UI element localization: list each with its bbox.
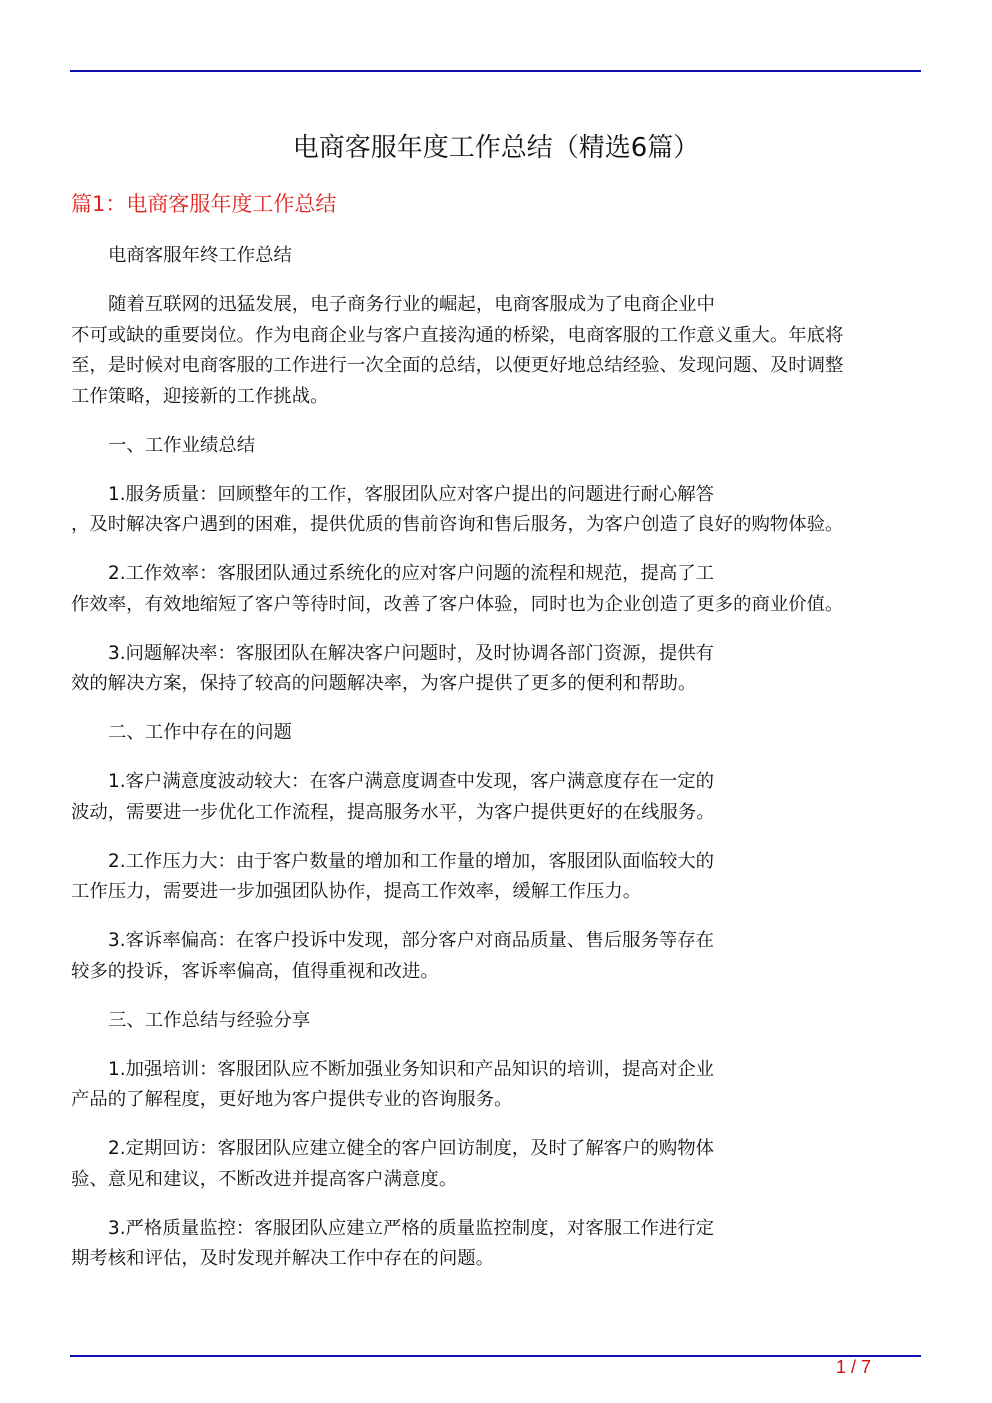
paragraph-line: 验、意见和建议，不断改进并提高客户满意度。 — [71, 1168, 458, 1190]
paragraph-line: 2.定期回访：客服团队应建立健全的客户回访制度，及时了解客户的购物体 — [108, 1138, 715, 1159]
paragraph-line: 期考核和评估，及时发现并解决工作中存在的问题。 — [71, 1248, 494, 1269]
paragraph-line: 波动，需要进一步优化工作流程，提高服务水平，为客户提供更好的在线服务。 — [71, 801, 715, 823]
header-rule — [70, 70, 921, 72]
paragraph-line: 1.加强培训：客服团队应不断加强业务知识和产品知识的培训，提高对企业 — [108, 1058, 715, 1080]
paragraph-line: 工作压力，需要进一步加强团队协作，提高工作效率，缓解工作压力。 — [71, 881, 642, 902]
paragraph-line: 二、工作中存在的问题 — [108, 722, 292, 743]
paragraph-line: 一、工作业绩总结 — [108, 434, 256, 456]
paragraph-line: 作效率，有效地缩短了客户等待时间，改善了客户体验，同时也为企业创造了更多的商业价值。 — [71, 593, 844, 615]
paragraph — [71, 1006, 931, 1037]
paragraph — [71, 431, 931, 462]
paragraph — [71, 926, 931, 987]
paragraph — [71, 480, 931, 541]
paragraph — [71, 718, 931, 749]
paragraph-line: 效的解决方案，保持了较高的问题解决率，为客户提供了更多的便利和帮助。 — [71, 673, 697, 694]
paragraph-line: 随着互联网的迅猛发展，电子商务行业的崛起，电商客服成为了电商企业中 — [108, 294, 715, 315]
paragraph-line: 2.工作压力大：由于客户数量的增加和工作量的增加，客服团队面临较大的 — [108, 850, 715, 872]
paragraph — [71, 290, 931, 412]
document-body — [71, 241, 931, 1293]
section-heading: 篇1：电商客服年度工作总结 — [71, 192, 337, 216]
paragraph-line: 3.客诉率偏高：在客户投诉中发现，部分客户对商品质量、售后服务等存在 — [108, 930, 715, 951]
paragraph-line: 2.工作效率：客服团队通过系统化的应对客户问题的流程和规范，提高了工 — [108, 563, 715, 584]
footer-rule — [70, 1355, 921, 1357]
page-number: 1 / 7 — [836, 1357, 872, 1377]
paragraph-line: 至，是时候对电商客服的工作进行一次全面的总结，以便更好地总结经验、发现问题、及时调整 — [71, 355, 844, 376]
paragraph-line: 工作策略，迎接新的工作挑战。 — [71, 385, 329, 407]
paragraph — [71, 847, 931, 908]
paragraph-line: 不可或缺的重要岗位。作为电商企业与客户直接沟通的桥梁，电商客服的工作意义重大。年底将 — [71, 324, 844, 346]
paragraph — [71, 1214, 931, 1275]
paragraph — [71, 767, 931, 828]
paragraph-line: ，及时解决客户遇到的困难，提供优质的售前咨询和售后服务，为客户创造了良好的购物体验。 — [71, 514, 844, 535]
paragraph — [71, 241, 931, 272]
paragraph-line: 产品的了解程度，更好地为客户提供专业的咨询服务。 — [71, 1089, 513, 1110]
paragraph — [71, 559, 931, 620]
paragraph-line: 较多的投诉，客诉率偏高，值得重视和改进。 — [71, 960, 439, 982]
paragraph — [71, 639, 931, 700]
document-title: 电商客服年度工作总结（精选6篇） — [292, 133, 700, 163]
paragraph-line: 电商客服年终工作总结 — [108, 245, 292, 266]
paragraph-line: 三、工作总结与经验分享 — [108, 1009, 311, 1031]
paragraph-line: 3.严格质量监控：客服团队应建立严格的质量监控制度，对客服工作进行定 — [108, 1217, 715, 1239]
paragraph — [71, 1134, 931, 1195]
paragraph-line: 3.问题解决率：客服团队在解决客户问题时，及时协调各部门资源，提供有 — [108, 642, 715, 664]
paragraph-line: 1.客户满意度波动较大：在客户满意度调查中发现，客户满意度存在一定的 — [108, 771, 715, 792]
paragraph-line: 1.服务质量：回顾整年的工作，客服团队应对客户提出的问题进行耐心解答 — [108, 483, 715, 505]
paragraph — [71, 1055, 931, 1116]
